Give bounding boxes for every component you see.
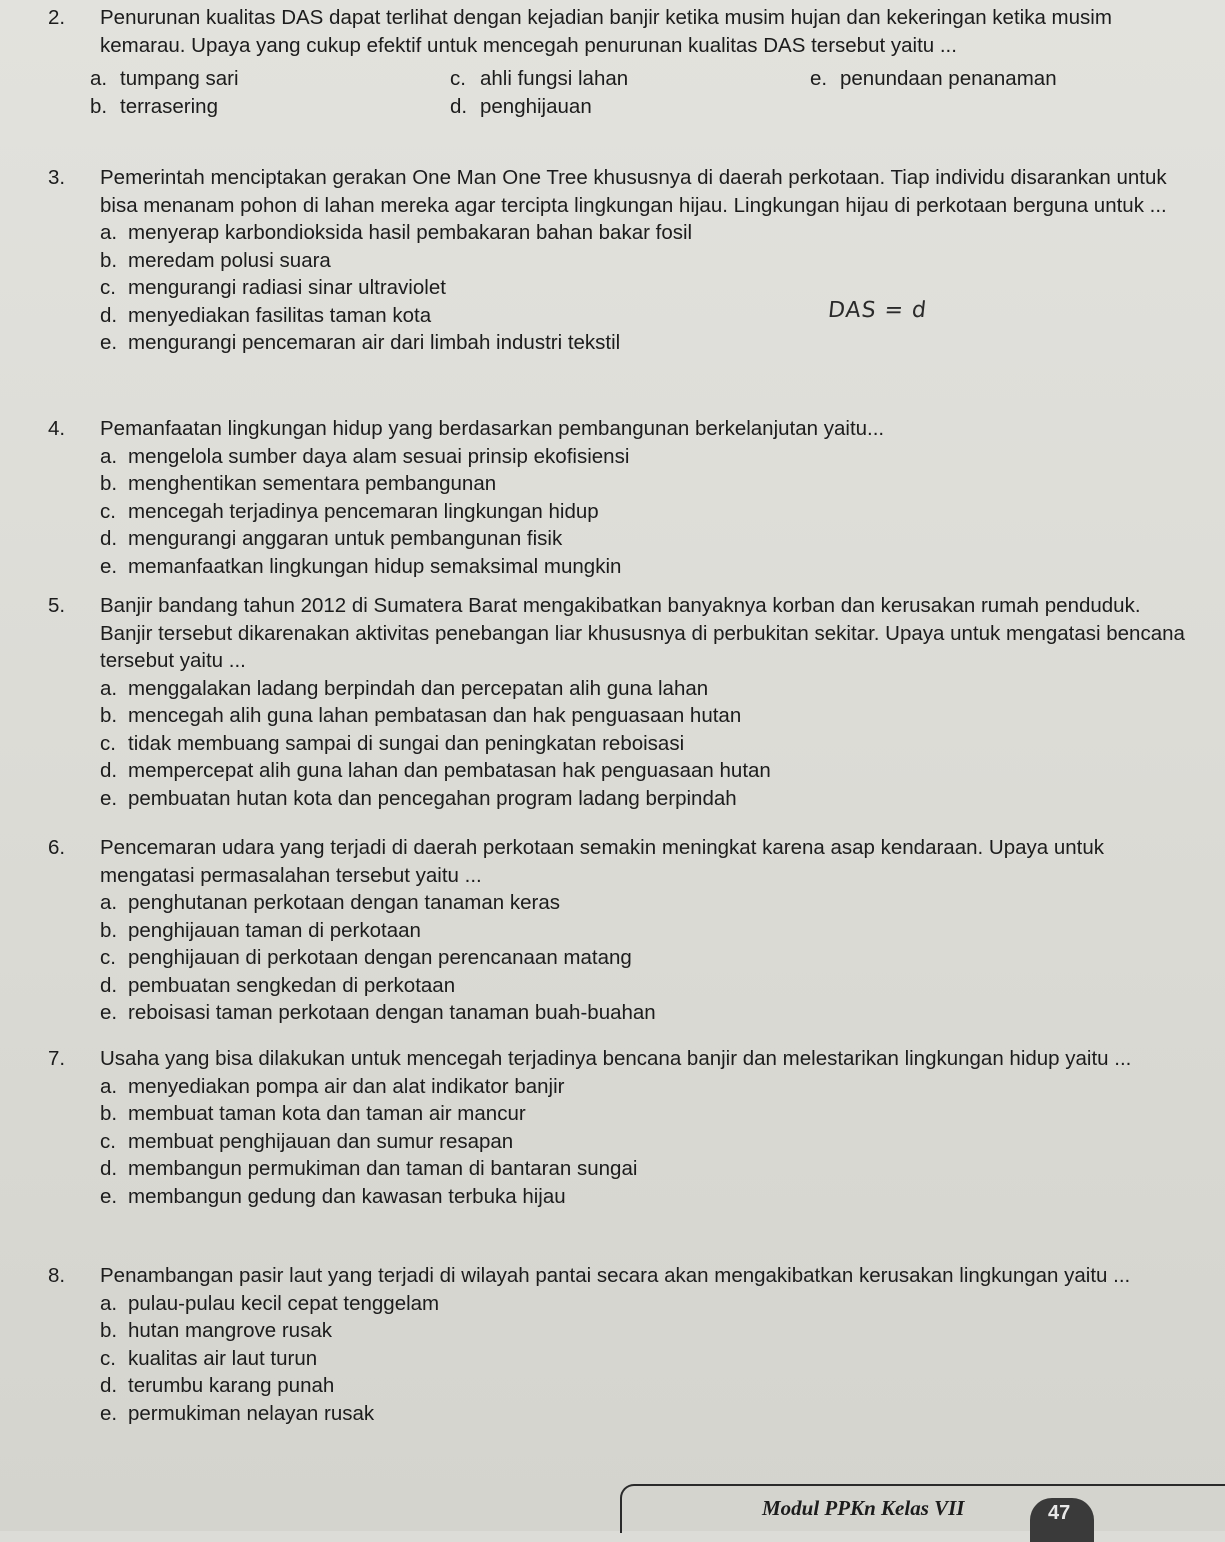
- question-stem: [40, 834, 1190, 889]
- question-number: 5.: [48, 594, 66, 617]
- option-e[interactable]: e. permukiman nelayan rusak: [100, 1401, 375, 1425]
- question-5: [40, 592, 1190, 812]
- options-list: [40, 675, 1190, 813]
- question-text: Pencemaran udara yang terjadi di daerah perkotaan semakin meningkat karena asap kendaraan. Upaya untuk mengatasi permasalahan tersebut yaitu ...: [100, 836, 1104, 887]
- option-b[interactable]: b. penghijauan taman di perkotaan: [100, 918, 421, 942]
- option-d[interactable]: d. mengurangi anggaran untuk pembangunan fisik: [100, 527, 563, 550]
- question-2: [40, 4, 1190, 120]
- option-a[interactable]: a. mengelola sumber daya alam sesuai prinsip ekofisiensi: [100, 444, 630, 468]
- option-c[interactable]: c. ahli fungsi lahan: [450, 67, 629, 90]
- option-e[interactable]: e. pembuatan hutan kota dan pencegahan program ladang berpindah: [100, 786, 737, 810]
- option-b[interactable]: b. terrasering: [90, 94, 218, 118]
- options-list: [40, 219, 1190, 357]
- question-6: [40, 834, 1190, 1027]
- question-text: Banjir bandang tahun 2012 di Sumatera Barat mengakibatkan banyaknya korban dan kerusakan rumah penduduk. Banjir tersebut dikarenakan aktivitas penebangan liar khususnya di perbukitan sekitar. Upaya untuk mengatasi bencana tersebut yaitu ...: [100, 594, 1185, 672]
- footer-title: Modul PPKn Kelas VII: [762, 1496, 965, 1520]
- question-stem: [40, 4, 1190, 59]
- option-b[interactable]: b. hutan mangrove rusak: [100, 1319, 332, 1342]
- options-grid: [40, 65, 1190, 120]
- option-b[interactable]: b. membuat taman kota dan taman air mancur: [100, 1102, 526, 1125]
- option-d[interactable]: d. penghijauan: [450, 94, 592, 118]
- option-b[interactable]: b. meredam polusi suara: [100, 248, 331, 272]
- option-e[interactable]: e. memanfaatkan lingkungan hidup semaksimal mungkin: [100, 554, 622, 578]
- question-stem: [40, 415, 1190, 443]
- options-list: [40, 889, 1190, 1027]
- option-a[interactable]: a. menyediakan pompa air dan alat indikator banjir: [100, 1074, 565, 1098]
- question-4: [40, 415, 1190, 580]
- option-d[interactable]: d. mempercepat alih guna lahan dan pembatasan hak penguasaan hutan: [100, 759, 771, 782]
- question-stem: [40, 592, 1190, 675]
- question-text: Penurunan kualitas DAS dapat terlihat dengan kejadian banjir ketika musim hujan dan kekeringan ketika musim kemarau. Upaya yang cukup efektif untuk mencegah penurunan kualitas DAS tersebut yaitu ...: [100, 6, 1112, 57]
- question-text: Penambangan pasir laut yang terjadi di wilayah pantai secara akan mengakibatkan kerusakan lingkungan yaitu ...: [100, 1264, 1131, 1287]
- question-3: [40, 164, 1190, 357]
- options-list: [40, 443, 1190, 581]
- option-c[interactable]: c. membuat penghijauan dan sumur resapan: [100, 1129, 514, 1153]
- option-a[interactable]: a. menggalakan ladang berpindah dan percepatan alih guna lahan: [100, 676, 709, 700]
- options-list: [40, 1290, 1190, 1428]
- option-a[interactable]: a. menyerap karbondioksida hasil pembakaran bahan bakar fosil: [100, 221, 693, 244]
- options-list: [40, 1073, 1190, 1211]
- question-number: 3.: [48, 166, 66, 189]
- option-b[interactable]: b. menghentikan sementara pembangunan: [100, 472, 497, 495]
- option-c[interactable]: c. mengurangi radiasi sinar ultraviolet: [100, 276, 446, 299]
- option-c[interactable]: c. penghijauan di perkotaan dengan perencanaan matang: [100, 946, 632, 969]
- question-number: 6.: [48, 836, 66, 859]
- option-e[interactable]: e. penundaan penanaman: [810, 67, 1057, 90]
- handwritten-note: DAS = d: [826, 298, 929, 323]
- option-c[interactable]: c. kualitas air laut turun: [100, 1346, 318, 1370]
- option-a[interactable]: a. pulau-pulau kecil cepat tenggelam: [100, 1291, 440, 1315]
- question-number: 7.: [48, 1047, 66, 1070]
- question-stem: [40, 1262, 1190, 1290]
- question-stem: [40, 1045, 1190, 1073]
- option-d[interactable]: d. terumbu karang punah: [100, 1374, 335, 1397]
- option-d[interactable]: d. membangun permukiman dan taman di bantaran sungai: [100, 1157, 638, 1180]
- option-e[interactable]: e. reboisasi taman perkotaan dengan tanaman buah-buahan: [100, 1001, 656, 1024]
- option-c[interactable]: c. tidak membuang sampai di sungai dan peningkatan reboisasi: [100, 731, 685, 755]
- question-number: 4.: [48, 417, 66, 440]
- question-number: 2.: [48, 6, 66, 29]
- option-e[interactable]: e. membangun gedung dan kawasan terbuka hijau: [100, 1184, 566, 1208]
- page-number: 47: [1048, 1502, 1071, 1524]
- option-d[interactable]: d. pembuatan sengkedan di perkotaan: [100, 973, 456, 997]
- option-a[interactable]: a. tumpang sari: [90, 67, 239, 90]
- question-number: 8.: [48, 1264, 66, 1287]
- question-7: [40, 1045, 1190, 1210]
- question-text: Pemerintah menciptakan gerakan One Man One Tree khususnya di daerah perkotaan. Tiap individu disarankan untuk bisa menanam pohon di lahan mereka agar tercipta lingkungan hijau. Lingkungan hijau di perkotaan berguna untuk ...: [100, 166, 1167, 217]
- question-stem: [40, 164, 1190, 219]
- question-text: Usaha yang bisa dilakukan untuk mencegah terjadinya bencana banjir dan melestarikan lingkungan hidup yaitu ...: [100, 1047, 1132, 1070]
- option-d[interactable]: d. menyediakan fasilitas taman kota: [100, 303, 432, 327]
- option-b[interactable]: b. mencegah alih guna lahan pembatasan dan hak penguasaan hutan: [100, 704, 742, 727]
- option-c[interactable]: c. mencegah terjadinya pencemaran lingkungan hidup: [100, 499, 599, 523]
- option-a[interactable]: a. penghutanan perkotaan dengan tanaman keras: [100, 891, 560, 914]
- option-e[interactable]: e. mengurangi pencemaran air dari limbah industri tekstil: [100, 331, 621, 354]
- question-text: Pemanfaatan lingkungan hidup yang berdasarkan pembangunan berkelanjutan yaitu...: [100, 417, 885, 440]
- question-8: [40, 1262, 1190, 1427]
